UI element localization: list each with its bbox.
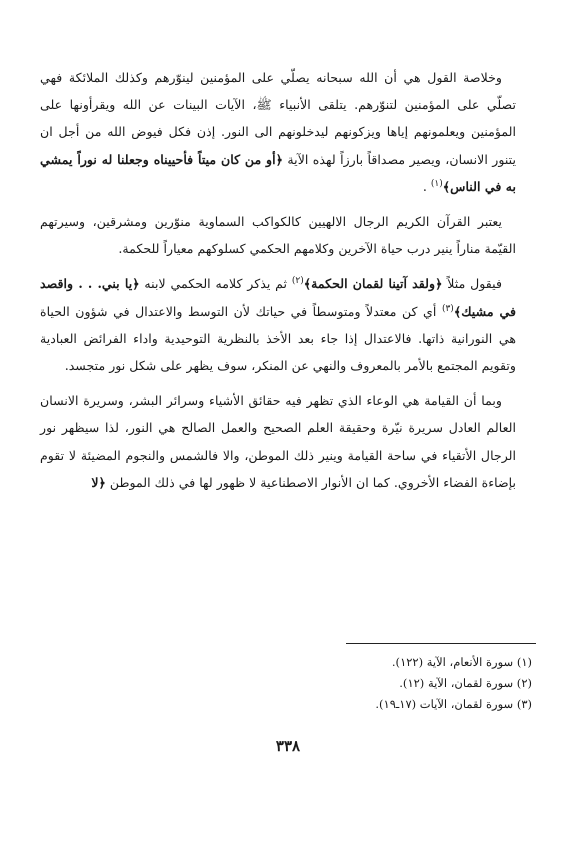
quran-quote: ﴿أو من كان ميتاً فأحييناه وجعلنا له نوراً يمشي به في الناس﴾ [40, 151, 516, 194]
paragraph-text: فيقول مثلاً [442, 276, 503, 292]
paragraph-text: . [422, 178, 431, 194]
paragraph [40, 64, 516, 200]
paragraph-text: يعتبر القرآن الكريم الرجال الالهيين كالكواكب السماوية منوّرين ومشرقين، وسيرتهم القيّمة مناراً ينير درب حياة الآخرين وكلامهم الحكمي كسلوكهم معياراً للحكمة. [40, 214, 516, 257]
paragraph [40, 387, 516, 496]
paragraph-text: وخلاصة القول هي أن الله سبحانه يصلّي على المؤمنين لينوّرهم وكذلك الملائكة فهي تصلّي على المؤمنين لتنوّرهم. يتلقى الأنبياء ﷺ، الآيات البينات عن الله ويقرأونها على المؤمنين ويعلمونهم إياها ويزكونهم ليدخلونهم الى النور. إذن فكل فيوض الله من أجل ان يتنور الانسان، ويصير مصداقاً بارزاً لهذه الآية [40, 70, 516, 167]
page-body [40, 64, 516, 504]
paragraph-text: أي كن معتدلاً ومتوسطاً في حياتك لأن التوسط والاعتدال في شؤون الحياة هي النورانية ذاتها. فالاعتدال إذا جاء بعد الأخذ بالنظرية التوحيدية واداء الفرائض العبادية وتقويم المجتمع بالأمر بالمعروف والنهي عن المنكر، سوف يظهر على شكل نور متجسد. [40, 303, 516, 374]
paragraph [40, 270, 516, 379]
footnote-ref: (٣) [441, 303, 454, 314]
quran-quote: ﴿يا بني. . . واقصد في مشيك﴾ [40, 276, 516, 319]
quran-quote: ﴿لا [91, 474, 106, 490]
paragraph-text: وبما أن القيامة هي الوعاء الذي تظهر فيه حقائق الأشياء وسرائر البشر، وسريرة الانسان العالم العادل سريرة نيّرة وحقيقة العلم الصحيح والعمل الصالح هي النور، لذا سيظهر نور الرجال الأتقياء في ساحة القيامة وينير ذلك الموطن، والا فالشمس والنجوم المضيئة لا تقوم بإضاءة الفضاء الأخروي. كما ان الأنوار الاصطناعية لا ظهور لها في ذلك الموطن [40, 393, 516, 490]
paragraph [40, 208, 516, 262]
footnote-2: (٢) سورة لقمان، الآية (١٢). [399, 676, 532, 690]
quran-quote: ﴿ولقد آتينا لقمان الحكمة﴾ [303, 276, 443, 292]
paragraph-text: ثم يذكر كلامه الحكمي لابنه [139, 276, 292, 292]
footnotes [72, 652, 532, 715]
page-number: ٣٣٨ [275, 737, 301, 755]
footnote-3: (٣) سورة لقمان، الآيات (١٧ـ١٩). [375, 697, 532, 711]
footnote-divider [346, 643, 536, 644]
footnote-1: (١) سورة الأنعام، الآية (١٢٢). [391, 655, 532, 669]
footnote-ref: (١) [430, 178, 443, 189]
footnote-ref: (٢) [291, 276, 304, 287]
